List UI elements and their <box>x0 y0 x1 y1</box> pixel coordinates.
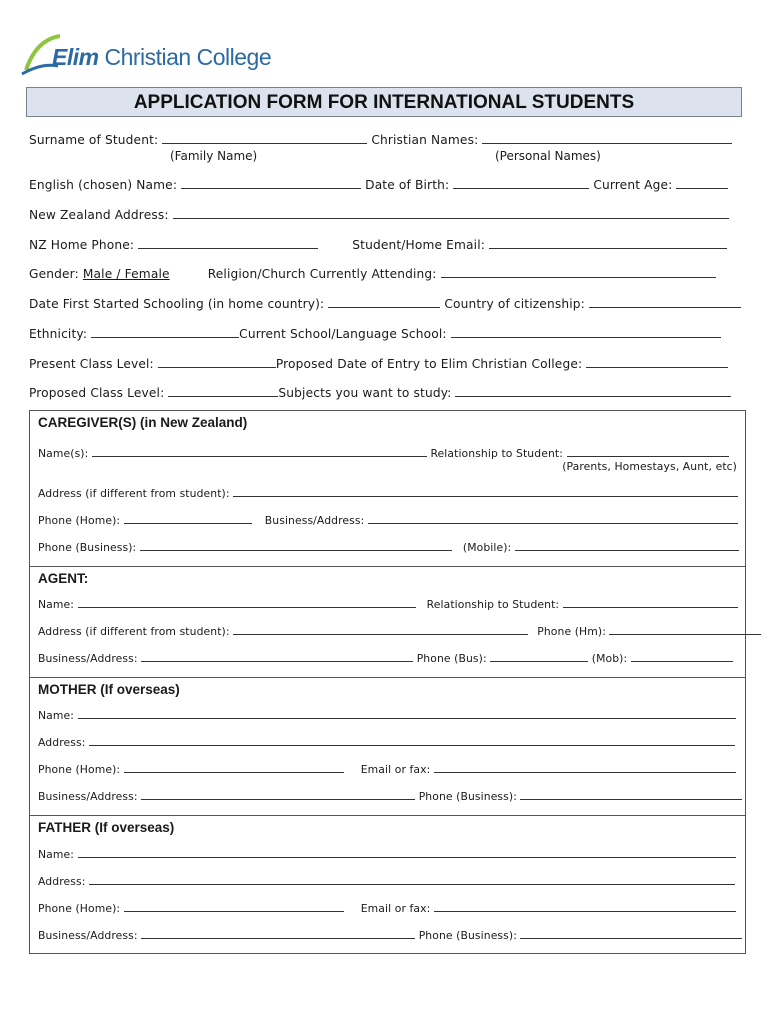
father-title: FATHER (If overseas) <box>38 820 175 835</box>
agent-business-address-input[interactable] <box>141 651 413 662</box>
father-phone-business-input[interactable] <box>520 928 742 939</box>
mother-phone-home-input[interactable] <box>124 762 344 773</box>
caregiver-business-address-input[interactable] <box>368 513 738 524</box>
college-logo <box>20 30 280 78</box>
caregiver-row-business-phone: Phone (Business): (Mobile): <box>38 540 739 554</box>
caregiver-relationship-input[interactable] <box>567 446 729 457</box>
mother-email-input[interactable] <box>434 762 736 773</box>
agent-row-address: Address (if different from student): Phone (Hm): <box>38 624 761 638</box>
row-subjects: Proposed Class Level: Subjects you want to study: <box>29 386 731 400</box>
caregiver-section <box>29 410 746 567</box>
agent-row-name: Name: Relationship to Student: <box>38 597 738 611</box>
row-ethnicity: Ethnicity: Current School/Language School: <box>29 327 721 341</box>
mother-row-phone: Phone (Home): Email or fax: <box>38 762 736 776</box>
row-surname: Surname of Student: Christian Names: <box>29 133 732 147</box>
nz-phone-input[interactable] <box>138 238 318 249</box>
caregiver-relationship-note: (Parents, Homestays, Aunt, etc) <box>562 460 737 473</box>
father-row-business: Business/Address: Phone (Business): <box>38 928 742 942</box>
father-row-name: Name: <box>38 847 736 861</box>
mother-address-input[interactable] <box>89 735 735 746</box>
father-phone-home-input[interactable] <box>124 901 344 912</box>
personal-names-note: (Personal Names) <box>495 149 601 163</box>
row-gender: Gender: Male / Female Religion/Church Currently Attending: <box>29 267 716 281</box>
caregiver-row-address: Address (if different from student): <box>38 486 738 500</box>
agent-relationship-input[interactable] <box>563 597 738 608</box>
agent-name-input[interactable] <box>78 597 416 608</box>
mother-row-business: Business/Address: Phone (Business): <box>38 789 742 803</box>
row-phone-email: NZ Home Phone: Student/Home Email: <box>29 238 727 252</box>
family-name-note: (Family Name) <box>170 149 258 163</box>
nz-address-input[interactable] <box>173 208 729 219</box>
agent-title: AGENT: <box>38 571 89 586</box>
agent-address-input[interactable] <box>233 624 528 635</box>
caregiver-name-input[interactable] <box>92 446 427 457</box>
father-row-phone: Phone (Home): Email or fax: <box>38 901 736 915</box>
caregiver-row-phone: Phone (Home): Business/Address: <box>38 513 738 527</box>
row-english-name: English (chosen) Name: Date of Birth: Current Age: <box>29 178 728 192</box>
gender-options[interactable]: Male / Female <box>82 267 170 281</box>
subjects-input[interactable] <box>455 386 731 397</box>
caregiver-row-name: Name(s): Relationship to Student: <box>38 446 729 460</box>
schooling-date-input[interactable] <box>328 297 440 308</box>
christian-names-input[interactable] <box>482 133 732 144</box>
caregiver-phone-home-input[interactable] <box>124 513 252 524</box>
citizenship-input[interactable] <box>589 297 741 308</box>
caregiver-address-input[interactable] <box>233 486 738 497</box>
father-business-address-input[interactable] <box>141 928 415 939</box>
father-address-input[interactable] <box>89 874 735 885</box>
email-input[interactable] <box>489 238 727 249</box>
father-row-address: Address: <box>38 874 735 888</box>
agent-mob-input[interactable] <box>631 651 733 662</box>
dob-input[interactable] <box>453 178 589 189</box>
caregiver-phone-business-input[interactable] <box>140 540 452 551</box>
proposed-class-input[interactable] <box>168 386 278 397</box>
mother-section <box>29 677 746 816</box>
entry-date-input[interactable] <box>586 357 728 368</box>
mother-title: MOTHER (If overseas) <box>38 682 180 697</box>
father-section <box>29 815 746 954</box>
caregiver-mobile-input[interactable] <box>515 540 739 551</box>
row-class-level: Present Class Level: Proposed Date of Entry to Elim Christian College: <box>29 357 728 371</box>
english-name-input[interactable] <box>181 178 361 189</box>
father-name-input[interactable] <box>78 847 736 858</box>
religion-input[interactable] <box>441 267 716 278</box>
mother-name-input[interactable] <box>78 708 736 719</box>
caregiver-title: CAREGIVER(S) (in New Zealand) <box>38 415 248 430</box>
agent-phone-bus-input[interactable] <box>490 651 588 662</box>
ethnicity-input[interactable] <box>91 327 239 338</box>
mother-business-address-input[interactable] <box>141 789 415 800</box>
mother-phone-business-input[interactable] <box>520 789 742 800</box>
logo-text: Elim Christian College <box>52 44 272 70</box>
current-school-input[interactable] <box>451 327 721 338</box>
mother-row-name: Name: <box>38 708 736 722</box>
agent-row-business: Business/Address: Phone (Bus): (Mob): <box>38 651 733 665</box>
father-email-input[interactable] <box>434 901 736 912</box>
present-class-input[interactable] <box>158 357 276 368</box>
form-title: APPLICATION FORM FOR INTERNATIONAL STUDENTS <box>26 87 742 117</box>
surname-input[interactable] <box>162 133 367 144</box>
mother-row-address: Address: <box>38 735 735 749</box>
age-input[interactable] <box>676 178 728 189</box>
row-schooling: Date First Started Schooling (in home country): Country of citizenship: <box>29 297 741 311</box>
agent-section <box>29 566 746 678</box>
agent-phone-hm-input[interactable] <box>609 624 761 635</box>
row-nz-address: New Zealand Address: <box>29 208 729 222</box>
